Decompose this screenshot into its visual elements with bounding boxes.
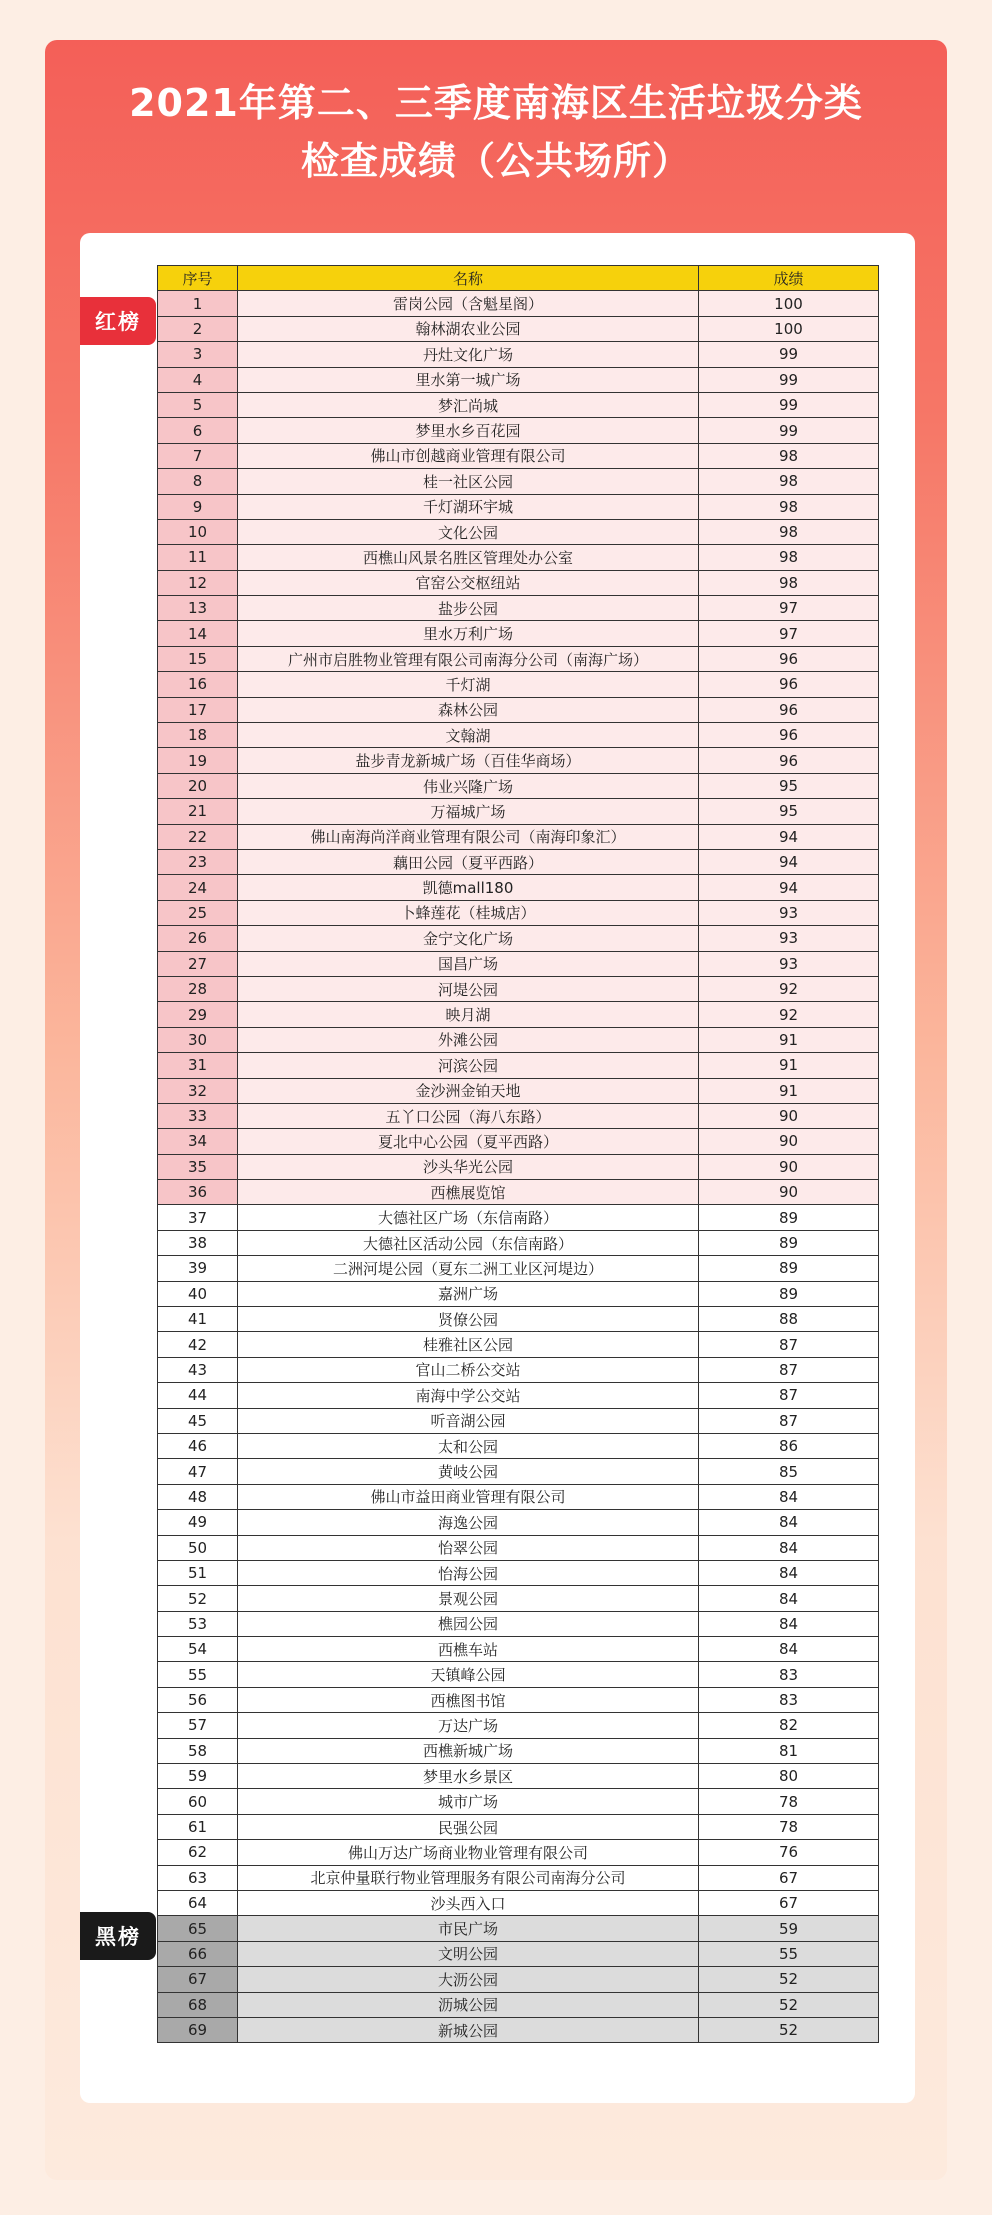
row-score: 91 <box>699 1027 879 1052</box>
row-index: 30 <box>158 1027 238 1052</box>
table-row <box>158 646 879 671</box>
table-row <box>158 1357 879 1382</box>
row-score: 81 <box>699 1738 879 1763</box>
row-index: 22 <box>158 824 238 849</box>
row-score: 52 <box>699 1992 879 2017</box>
row-index: 10 <box>158 519 238 544</box>
row-name: 千灯湖环宇城 <box>238 494 699 519</box>
row-score: 99 <box>699 367 879 392</box>
table-row <box>158 621 879 646</box>
table-row <box>158 1865 879 1890</box>
row-name: 怡翠公园 <box>238 1535 699 1560</box>
table-row <box>158 1941 879 1966</box>
row-name: 千灯湖 <box>238 672 699 697</box>
row-score: 97 <box>699 596 879 621</box>
row-score: 78 <box>699 1814 879 1839</box>
row-name: 樵园公园 <box>238 1611 699 1636</box>
table-row <box>158 1103 879 1128</box>
black-list-badge: 黑榜 <box>80 1912 156 1960</box>
row-name: 怡海公园 <box>238 1560 699 1585</box>
row-name: 官窑公交枢纽站 <box>238 570 699 595</box>
row-score: 59 <box>699 1916 879 1941</box>
table-row <box>158 748 879 773</box>
row-name: 沙头西入口 <box>238 1891 699 1916</box>
row-score: 85 <box>699 1459 879 1484</box>
row-name: 里水万利广场 <box>238 621 699 646</box>
row-score: 87 <box>699 1332 879 1357</box>
row-score: 98 <box>699 545 879 570</box>
row-score: 67 <box>699 1865 879 1890</box>
row-name: 景观公园 <box>238 1586 699 1611</box>
row-name: 盐步公园 <box>238 596 699 621</box>
table-row <box>158 1637 879 1662</box>
table-row <box>158 1586 879 1611</box>
row-index: 28 <box>158 976 238 1001</box>
row-index: 3 <box>158 342 238 367</box>
row-score: 91 <box>699 1078 879 1103</box>
row-name: 翰林湖农业公园 <box>238 316 699 341</box>
row-name: 西樵图书馆 <box>238 1687 699 1712</box>
table-row <box>158 1560 879 1585</box>
table-row <box>158 519 879 544</box>
row-index: 15 <box>158 646 238 671</box>
row-index: 18 <box>158 723 238 748</box>
row-score: 96 <box>699 723 879 748</box>
row-index: 61 <box>158 1814 238 1839</box>
row-name: 广州市启胜物业管理有限公司南海分公司（南海广场） <box>238 646 699 671</box>
table-row <box>158 316 879 341</box>
table-row <box>158 1129 879 1154</box>
row-score: 93 <box>699 926 879 951</box>
table-row <box>158 1713 879 1738</box>
table-row <box>158 1764 879 1789</box>
row-name: 桂雅社区公园 <box>238 1332 699 1357</box>
row-name: 文明公园 <box>238 1941 699 1966</box>
table-row <box>158 875 879 900</box>
row-index: 16 <box>158 672 238 697</box>
table-row <box>158 1078 879 1103</box>
row-index: 60 <box>158 1789 238 1814</box>
row-index: 6 <box>158 418 238 443</box>
row-score: 92 <box>699 976 879 1001</box>
row-score: 87 <box>699 1408 879 1433</box>
row-score: 90 <box>699 1103 879 1128</box>
row-score: 84 <box>699 1484 879 1509</box>
row-score: 91 <box>699 1053 879 1078</box>
table-row <box>158 900 879 925</box>
row-score: 94 <box>699 849 879 874</box>
table-row <box>158 1383 879 1408</box>
table-row <box>158 1027 879 1052</box>
row-score: 97 <box>699 621 879 646</box>
row-score: 98 <box>699 443 879 468</box>
row-name: 文翰湖 <box>238 723 699 748</box>
row-index: 24 <box>158 875 238 900</box>
table-row <box>158 1433 879 1458</box>
row-name: 太和公园 <box>238 1433 699 1458</box>
row-score: 89 <box>699 1256 879 1281</box>
title-line-1: 2021年第二、三季度南海区生活垃圾分类 <box>129 81 863 125</box>
row-score: 98 <box>699 519 879 544</box>
row-index: 64 <box>158 1891 238 1916</box>
row-score: 96 <box>699 748 879 773</box>
row-index: 55 <box>158 1662 238 1687</box>
row-index: 49 <box>158 1510 238 1535</box>
row-name: 大德社区广场（东信南路） <box>238 1205 699 1230</box>
row-index: 41 <box>158 1307 238 1332</box>
row-name: 外滩公园 <box>238 1027 699 1052</box>
table-row <box>158 1459 879 1484</box>
row-name: 盐步青龙新城广场（百佳华商场） <box>238 748 699 773</box>
row-name: 西樵车站 <box>238 1637 699 1662</box>
row-index: 26 <box>158 926 238 951</box>
row-index: 21 <box>158 799 238 824</box>
row-score: 92 <box>699 1002 879 1027</box>
row-index: 47 <box>158 1459 238 1484</box>
row-score: 87 <box>699 1357 879 1382</box>
table-row <box>158 976 879 1001</box>
table-row <box>158 723 879 748</box>
row-name: 北京仲量联行物业管理服务有限公司南海分公司 <box>238 1865 699 1890</box>
row-index: 12 <box>158 570 238 595</box>
row-score: 94 <box>699 824 879 849</box>
row-name: 新城公园 <box>238 2017 699 2042</box>
row-score: 96 <box>699 697 879 722</box>
title-line-2: 检查成绩（公共场所） <box>300 139 691 183</box>
row-score: 84 <box>699 1510 879 1535</box>
header-name: 名称 <box>238 266 699 291</box>
row-name: 佛山万达广场商业物业管理有限公司 <box>238 1840 699 1865</box>
row-name: 丹灶文化广场 <box>238 342 699 367</box>
row-index: 57 <box>158 1713 238 1738</box>
row-name: 金宁文化广场 <box>238 926 699 951</box>
table-row <box>158 367 879 392</box>
row-name: 黄岐公园 <box>238 1459 699 1484</box>
header-score: 成绩 <box>699 266 879 291</box>
table-body <box>158 291 879 2043</box>
row-name: 金沙洲金铂天地 <box>238 1078 699 1103</box>
row-score: 82 <box>699 1713 879 1738</box>
row-score: 98 <box>699 469 879 494</box>
score-table <box>157 265 879 2043</box>
row-score: 52 <box>699 1967 879 1992</box>
row-score: 52 <box>699 2017 879 2042</box>
row-score: 98 <box>699 494 879 519</box>
row-index: 45 <box>158 1408 238 1433</box>
row-index: 46 <box>158 1433 238 1458</box>
row-index: 33 <box>158 1103 238 1128</box>
row-name: 映月湖 <box>238 1002 699 1027</box>
row-name: 万福城广场 <box>238 799 699 824</box>
row-index: 25 <box>158 900 238 925</box>
row-name: 贤僚公园 <box>238 1307 699 1332</box>
row-index: 59 <box>158 1764 238 1789</box>
table-row <box>158 1205 879 1230</box>
table-row <box>158 1967 879 1992</box>
row-score: 95 <box>699 799 879 824</box>
table-row <box>158 1256 879 1281</box>
row-index: 44 <box>158 1383 238 1408</box>
row-index: 65 <box>158 1916 238 1941</box>
row-score: 86 <box>699 1433 879 1458</box>
row-name: 天镇峰公园 <box>238 1662 699 1687</box>
row-index: 62 <box>158 1840 238 1865</box>
row-index: 11 <box>158 545 238 570</box>
row-score: 96 <box>699 646 879 671</box>
table-row <box>158 469 879 494</box>
row-name: 卜蜂莲花（桂城店） <box>238 900 699 925</box>
row-score: 93 <box>699 951 879 976</box>
row-name: 听音湖公园 <box>238 1408 699 1433</box>
row-name: 凯德mall180 <box>238 875 699 900</box>
row-name: 国昌广场 <box>238 951 699 976</box>
table-row <box>158 1484 879 1509</box>
row-name: 大德社区活动公园（东信南路） <box>238 1230 699 1255</box>
row-name: 河滨公园 <box>238 1053 699 1078</box>
row-name: 夏北中心公园（夏平西路） <box>238 1129 699 1154</box>
row-name: 海逸公园 <box>238 1510 699 1535</box>
row-index: 29 <box>158 1002 238 1027</box>
row-name: 西樵新城广场 <box>238 1738 699 1763</box>
row-score: 99 <box>699 418 879 443</box>
row-index: 19 <box>158 748 238 773</box>
row-index: 48 <box>158 1484 238 1509</box>
table-header-row <box>158 266 879 291</box>
row-name: 桂一社区公园 <box>238 469 699 494</box>
table-row <box>158 1662 879 1687</box>
table-row <box>158 799 879 824</box>
row-index: 31 <box>158 1053 238 1078</box>
table-row <box>158 1180 879 1205</box>
row-index: 67 <box>158 1967 238 1992</box>
row-index: 27 <box>158 951 238 976</box>
row-score: 99 <box>699 342 879 367</box>
table-row <box>158 1408 879 1433</box>
row-index: 7 <box>158 443 238 468</box>
table-row <box>158 342 879 367</box>
row-index: 69 <box>158 2017 238 2042</box>
row-index: 43 <box>158 1357 238 1382</box>
row-score: 90 <box>699 1154 879 1179</box>
table-row <box>158 1535 879 1560</box>
row-score: 83 <box>699 1687 879 1712</box>
row-index: 66 <box>158 1941 238 1966</box>
row-score: 55 <box>699 1941 879 1966</box>
row-name: 沙头华光公园 <box>238 1154 699 1179</box>
row-name: 西樵展览馆 <box>238 1180 699 1205</box>
table-row <box>158 494 879 519</box>
row-index: 50 <box>158 1535 238 1560</box>
row-score: 95 <box>699 773 879 798</box>
row-score: 76 <box>699 1840 879 1865</box>
row-index: 38 <box>158 1230 238 1255</box>
row-name: 五丫口公园（海八东路） <box>238 1103 699 1128</box>
table-row <box>158 849 879 874</box>
row-index: 58 <box>158 1738 238 1763</box>
row-name: 梦汇尚城 <box>238 392 699 417</box>
row-score: 100 <box>699 291 879 316</box>
table-row <box>158 1002 879 1027</box>
table-row <box>158 1053 879 1078</box>
row-score: 84 <box>699 1586 879 1611</box>
row-name: 梦里水乡百花园 <box>238 418 699 443</box>
row-index: 9 <box>158 494 238 519</box>
table-row <box>158 1687 879 1712</box>
row-score: 89 <box>699 1205 879 1230</box>
row-score: 100 <box>699 316 879 341</box>
row-index: 4 <box>158 367 238 392</box>
table-row <box>158 392 879 417</box>
table-row <box>158 1510 879 1535</box>
row-score: 89 <box>699 1281 879 1306</box>
table-row <box>158 1916 879 1941</box>
row-score: 84 <box>699 1611 879 1636</box>
table-row <box>158 1230 879 1255</box>
row-index: 23 <box>158 849 238 874</box>
row-index: 63 <box>158 1865 238 1890</box>
row-name: 梦里水乡景区 <box>238 1764 699 1789</box>
row-name: 二洲河堤公园（夏东二洲工业区河堤边） <box>238 1256 699 1281</box>
table-row <box>158 443 879 468</box>
row-score: 90 <box>699 1129 879 1154</box>
table-row <box>158 418 879 443</box>
row-index: 17 <box>158 697 238 722</box>
row-score: 87 <box>699 1383 879 1408</box>
table-row <box>158 1281 879 1306</box>
row-index: 40 <box>158 1281 238 1306</box>
row-name: 雷岗公园（含魁星阁） <box>238 291 699 316</box>
row-score: 84 <box>699 1535 879 1560</box>
table-row <box>158 1332 879 1357</box>
table-row <box>158 824 879 849</box>
row-score: 84 <box>699 1560 879 1585</box>
header-index: 序号 <box>158 266 238 291</box>
table-row <box>158 672 879 697</box>
table-row <box>158 1891 879 1916</box>
row-name: 佛山市创越商业管理有限公司 <box>238 443 699 468</box>
row-name: 佛山南海尚洋商业管理有限公司（南海印象汇） <box>238 824 699 849</box>
row-name: 西樵山风景名胜区管理处办公室 <box>238 545 699 570</box>
row-name: 官山二桥公交站 <box>238 1357 699 1382</box>
table-row <box>158 1840 879 1865</box>
row-index: 1 <box>158 291 238 316</box>
row-name: 城市广场 <box>238 1789 699 1814</box>
row-index: 5 <box>158 392 238 417</box>
red-list-badge: 红榜 <box>80 297 156 345</box>
row-name: 里水第一城广场 <box>238 367 699 392</box>
row-index: 20 <box>158 773 238 798</box>
row-score: 67 <box>699 1891 879 1916</box>
row-name: 藕田公园（夏平西路） <box>238 849 699 874</box>
table-row <box>158 1154 879 1179</box>
row-index: 34 <box>158 1129 238 1154</box>
table-row <box>158 697 879 722</box>
table-row <box>158 545 879 570</box>
table-row <box>158 596 879 621</box>
row-score: 84 <box>699 1637 879 1662</box>
table-row <box>158 291 879 316</box>
row-index: 37 <box>158 1205 238 1230</box>
row-score: 90 <box>699 1180 879 1205</box>
page-title <box>45 40 947 190</box>
row-score: 96 <box>699 672 879 697</box>
row-name: 伟业兴隆广场 <box>238 773 699 798</box>
row-index: 8 <box>158 469 238 494</box>
row-name: 嘉洲广场 <box>238 1281 699 1306</box>
row-index: 51 <box>158 1560 238 1585</box>
row-index: 32 <box>158 1078 238 1103</box>
table-row <box>158 1789 879 1814</box>
row-score: 93 <box>699 900 879 925</box>
row-score: 88 <box>699 1307 879 1332</box>
row-index: 14 <box>158 621 238 646</box>
table-row <box>158 926 879 951</box>
row-index: 52 <box>158 1586 238 1611</box>
row-index: 2 <box>158 316 238 341</box>
row-index: 54 <box>158 1637 238 1662</box>
table-row <box>158 1738 879 1763</box>
row-score: 83 <box>699 1662 879 1687</box>
table-row <box>158 1992 879 2017</box>
table-row <box>158 1814 879 1839</box>
row-index: 13 <box>158 596 238 621</box>
row-score: 80 <box>699 1764 879 1789</box>
row-name: 文化公园 <box>238 519 699 544</box>
row-name: 佛山市益田商业管理有限公司 <box>238 1484 699 1509</box>
row-name: 民强公园 <box>238 1814 699 1839</box>
row-index: 56 <box>158 1687 238 1712</box>
row-index: 36 <box>158 1180 238 1205</box>
table-row <box>158 773 879 798</box>
row-score: 78 <box>699 1789 879 1814</box>
row-index: 39 <box>158 1256 238 1281</box>
table-row <box>158 951 879 976</box>
row-name: 南海中学公交站 <box>238 1383 699 1408</box>
row-score: 98 <box>699 570 879 595</box>
table-row <box>158 570 879 595</box>
row-index: 68 <box>158 1992 238 2017</box>
row-score: 99 <box>699 392 879 417</box>
row-name: 市民广场 <box>238 1916 699 1941</box>
row-name: 河堤公园 <box>238 976 699 1001</box>
row-index: 42 <box>158 1332 238 1357</box>
row-index: 53 <box>158 1611 238 1636</box>
table-row <box>158 1611 879 1636</box>
row-name: 大沥公园 <box>238 1967 699 1992</box>
row-name: 沥城公园 <box>238 1992 699 2017</box>
table-row <box>158 2017 879 2042</box>
row-score: 94 <box>699 875 879 900</box>
row-name: 万达广场 <box>238 1713 699 1738</box>
row-name: 森林公园 <box>238 697 699 722</box>
row-score: 89 <box>699 1230 879 1255</box>
row-index: 35 <box>158 1154 238 1179</box>
table-row <box>158 1307 879 1332</box>
